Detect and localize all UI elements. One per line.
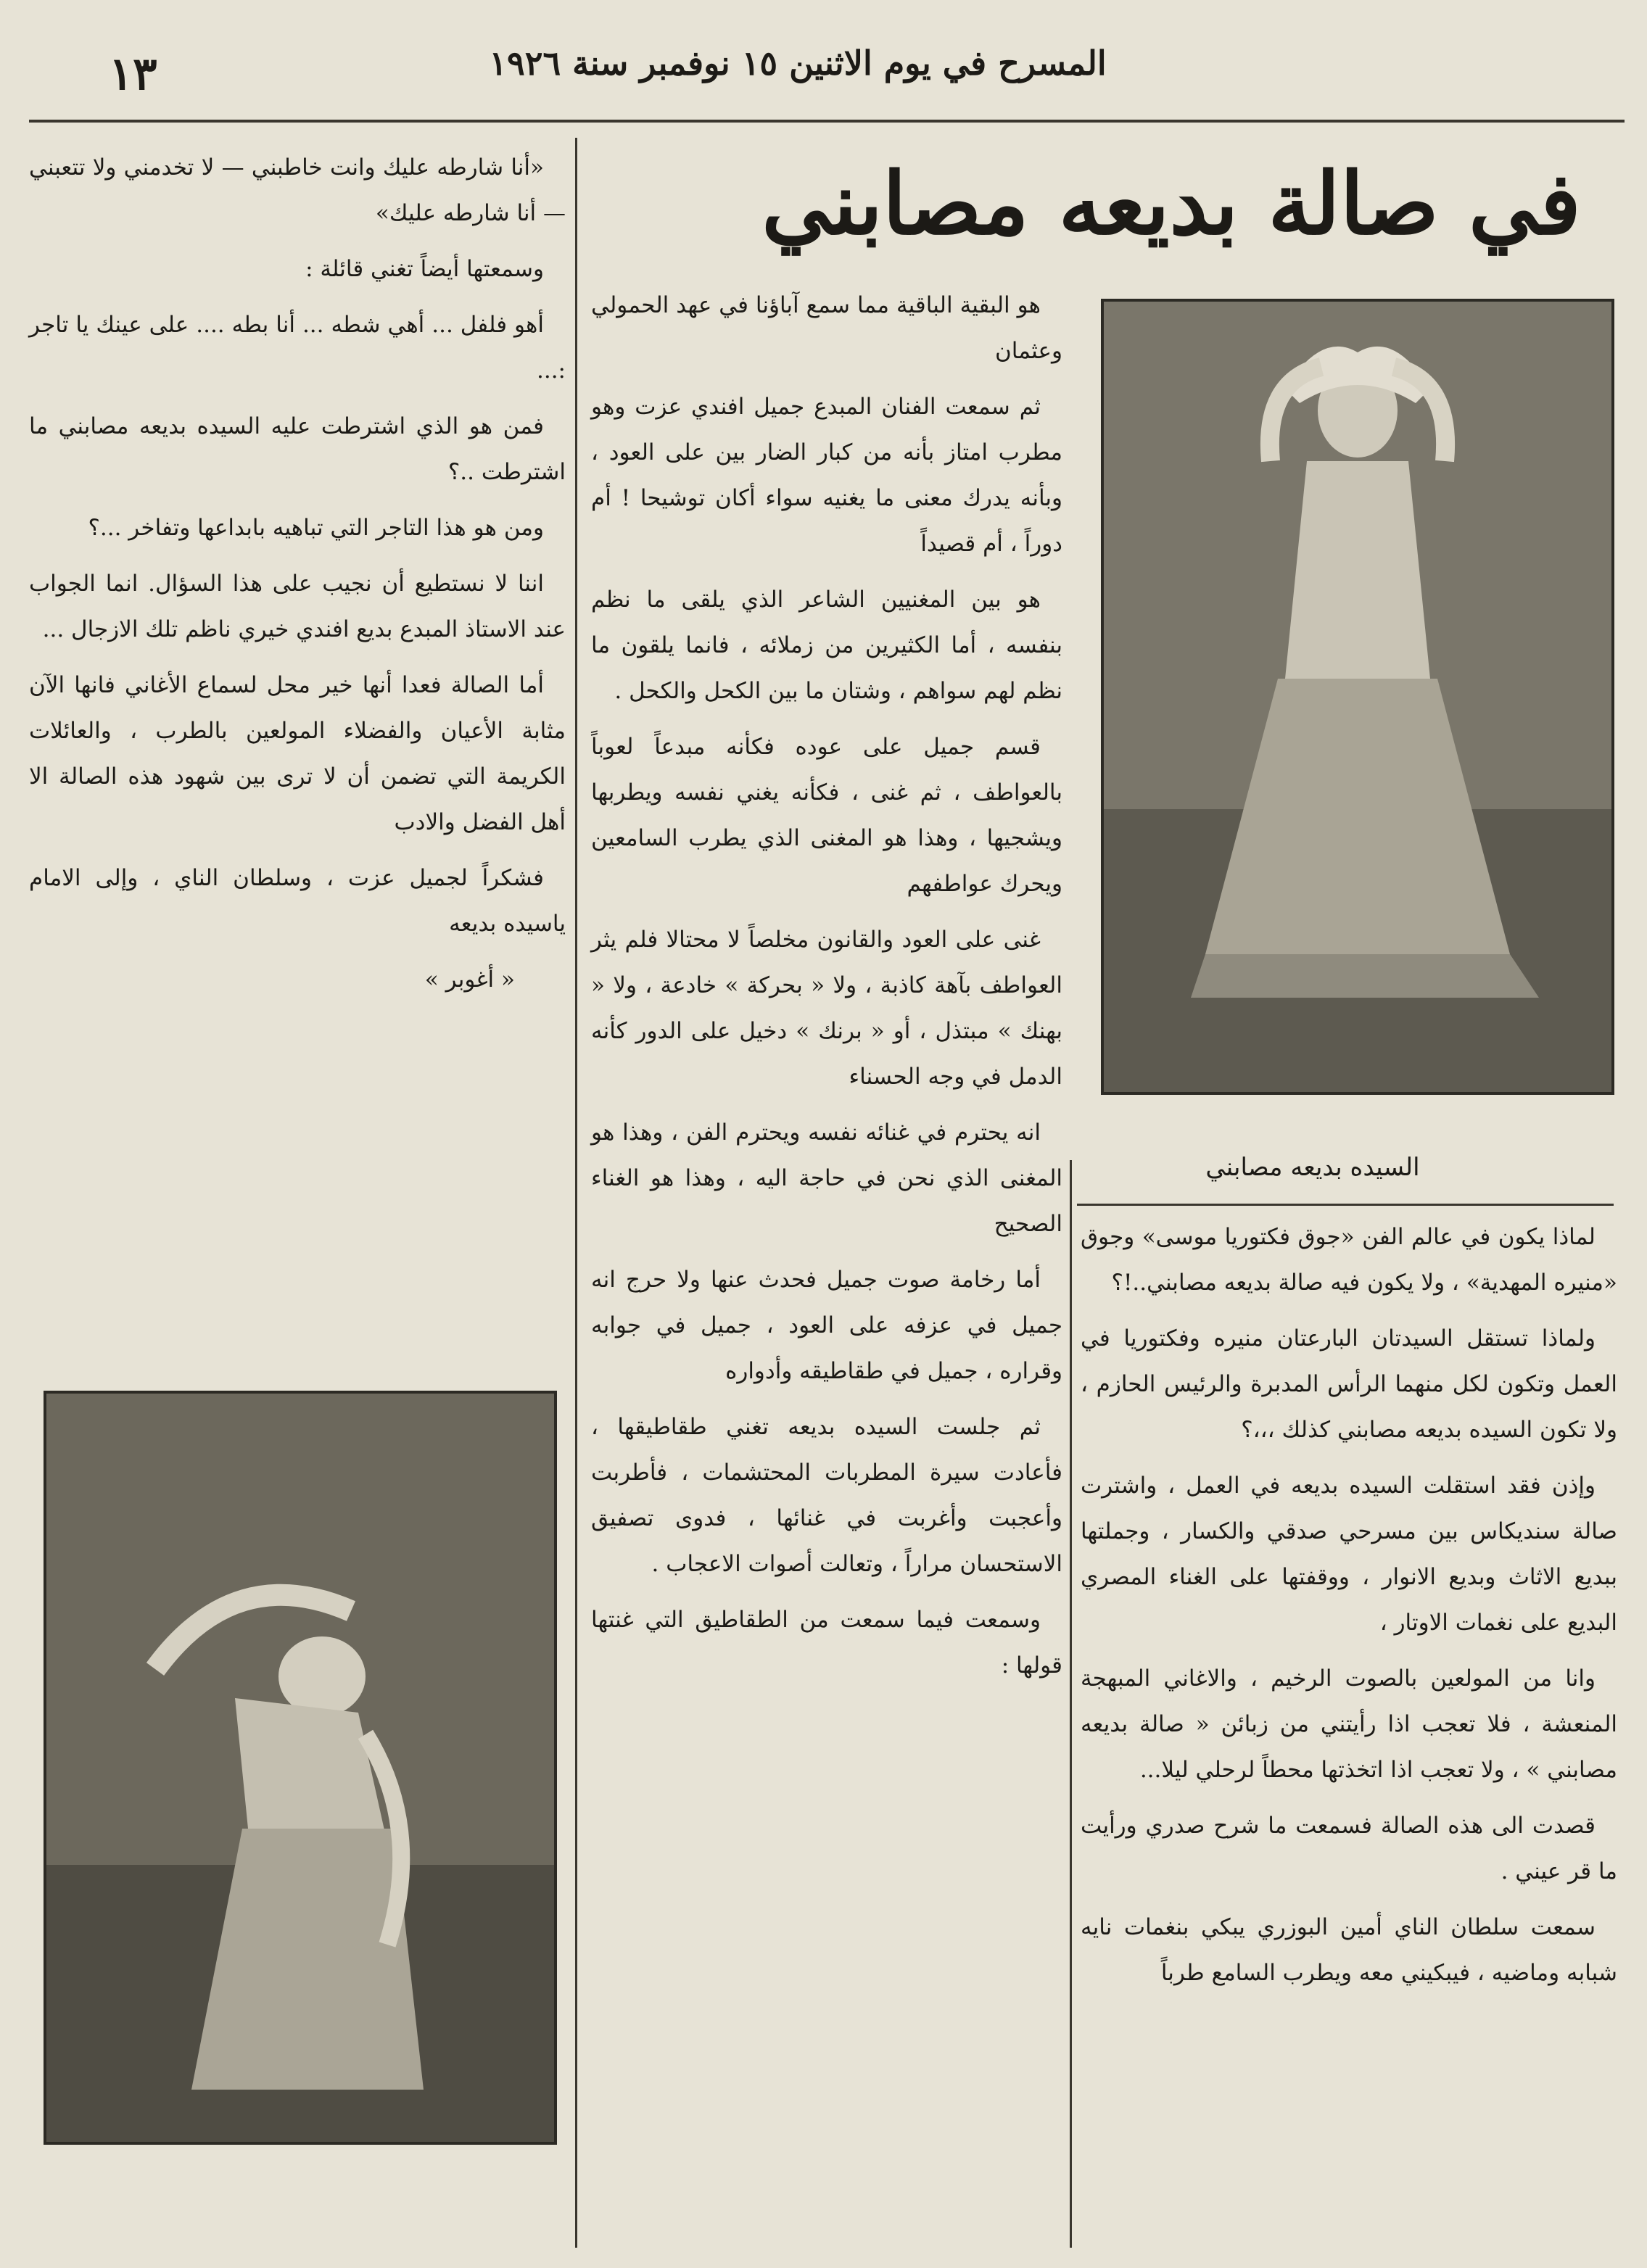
paragraph: اننا لا نستطيع أن نجيب على هذا السؤال. انما الجواب عند الاستاذ المبدع بديع افندي خيري ناظم تلك الازجال ... — [29, 571, 566, 642]
author-signature: « أغوبر » — [424, 967, 515, 993]
paragraph: أما رخامة صوت جميل فحدث عنها ولا حرج انه جميل في عزفه على العود ، جميل في جوابه وقراره ، جميل في طقاطيقه وأدواره — [591, 1267, 1062, 1384]
paragraph: انه يحترم في غنائه نفسه ويحترم الفن ، وهذا هو المغنى الذي نحن في حاجة اليه ، وهذا هو الغناء الصحيح — [591, 1119, 1062, 1237]
column-divider-middle — [1070, 1160, 1072, 2248]
paragraph: «أنا شارطه عليك وانت خاطبني — لا تخدمني ولا تتعبني — أنا شارطه عليك» — [29, 154, 566, 226]
article-column-left — [29, 145, 566, 1378]
paragraph: وإذن فقد استقلت السيده بديعه في العمل ، واشترت صالة سنديكاس بين مسرحي صدقي والكسار ، وجملتها ببديع الاثاث وبديع الانوار ، ووقفتها على الغناء المصري البديع على نغمات الاوتار ، — [1081, 1473, 1617, 1636]
paragraph: سمعت سلطان الناي أمين البوزري يبكي بنغمات نايه شبابه وماضيه ، فيبكيني معه ويطرب السامع طرباً — [1081, 1914, 1617, 1986]
caption-rule — [1077, 1204, 1614, 1206]
photo-dancer-bowing — [44, 1391, 557, 2145]
paragraph: ولماذا تستقل السيدتان البارعتان منيره وفكتوريا في العمل وتكون لكل منهما الرأس المدبرة والرئيس الحازم ، ولا تكون السيده بديعه مصابني كذلك ،،،؟ — [1081, 1325, 1617, 1443]
photo-caption: السيده بديعه مصابني — [1205, 1153, 1420, 1182]
paragraph: ومن هو هذا التاجر التي تباهيه بابداعها وتفاخر ...؟ — [88, 515, 544, 541]
paragraph: وسمعتها أيضاً تغني قائلة : — [305, 256, 544, 282]
header-date-line: المسرح في يوم الاثنين ١٥ نوفمبر سنة ١٩٢٦ — [489, 44, 1107, 83]
photo-dancer-illustration — [46, 1394, 554, 2142]
paragraph: هو بين المغنيين الشاعر الذي يلقى ما نظم بنفسه ، أما الكثيرين من زملائه ، فانما يلقون ما نظم لهم سواهم ، وشتان ما بين الكحل والكحل . — [591, 587, 1062, 704]
paragraph: هو البقية الباقية مما سمع آباؤنا في عهد الحمولي وعثمان — [591, 292, 1062, 364]
photo-badia-masabni-standing — [1101, 299, 1614, 1095]
paragraph: وانا من المولعين بالصوت الرخيم ، والاغاني المبهجة المنعشة ، فلا تعجب اذا رأيتني من زبائن « صالة بديعه مصابني » ، ولا تعجب اذا اتخذتها محطاً لرحلي ليلا... — [1081, 1665, 1617, 1783]
column-divider-left — [575, 138, 577, 2248]
article-column-right — [1081, 1214, 1617, 2251]
paragraph: وسمعت فيما سمعت من الطقاطيق التي غنتها قولها : — [591, 1607, 1062, 1679]
paragraph: ثم سمعت الفنان المبدع جميل افندي عزت وهو مطرب امتاز بأنه من كبار الضار بين على العود ، وبأنه يدرك معنى ما يغنيه سواء أكان توشيحا ! أم دوراً ، أم قصيداً — [591, 394, 1062, 557]
paragraph: أهو فلفل ... أهي شطه ... أنا بطه .... على عينك يا تاجر :... — [29, 312, 566, 384]
page-number: ١٣ — [109, 47, 157, 100]
paragraph: ثم جلست السيده بديعه تغني طقاطيقها ، فأعادت سيرة المطربات المحتشمات ، فأطربت وأعجبت وأغربت في غنائها ، فدوى تصفيق الاستحسان مراراً ، وتعالت أصوات الاعجاب . — [591, 1414, 1062, 1577]
paragraph: فشكراً لجميل عزت ، وسلطان الناي ، وإلى الامام ياسيده بديعه — [29, 865, 566, 937]
paragraph: أما الصالة فعدا أنها خير محل لسماع الأغاني فانها الآن مثابة الأعيان والفضلاء المولعين بالطرب ، والعائلات الكريمة التي تضمن أن لا ترى بين شهود هذه الصالة الا أهل الفضل والادب — [29, 672, 566, 835]
photo-figure-illustration — [1104, 302, 1611, 1092]
paragraph: قسم جميل على عوده فكأنه مبدعاً لعوباً بالعواطف ، ثم غنى ، فكأنه يغني نفسه ويطربها ويشجيها ، وهذا هو المغنى الذي يطرب السامعين ويحرك عواطفهم — [591, 734, 1062, 897]
header-rule — [29, 120, 1625, 123]
paragraph: قصدت الى هذه الصالة فسمعت ما شرح صدري ورأيت ما قر عيني . — [1081, 1813, 1617, 1884]
paragraph: لماذا يكون في عالم الفن «جوق فكتوريا موسى» وجوق «منيره المهدية» ، ولا يكون فيه صالة بديعه مصابني..!؟ — [1081, 1224, 1617, 1296]
article-column-middle — [591, 283, 1062, 2248]
paragraph: غنى على العود والقانون مخلصاً لا محتالا فلم يثر العواطف بآهة كاذبة ، ولا « بحركة » خادعة ، ولا « بهنك » مبتذل ، أو « برنك » دخيل على الدور كأنه الدمل في وجه الحسناء — [591, 927, 1062, 1090]
article-title: في صالة بديعه مصابني — [761, 153, 1581, 254]
paragraph: فمن هو الذي اشترطت عليه السيده بديعه مصابني ما اشترطت ..؟ — [29, 413, 566, 485]
